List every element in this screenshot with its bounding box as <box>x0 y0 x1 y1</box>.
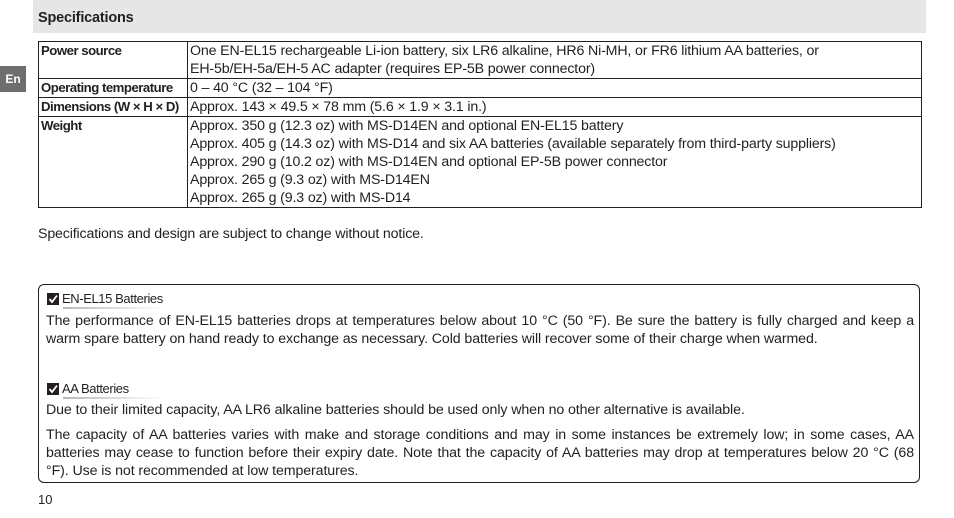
row-label: Power source <box>39 42 188 79</box>
value-line: Approx. 290 g (10.2 oz) with MS-D14EN and optional EP-5B power connector <box>190 154 668 170</box>
note-heading-label: EN-EL15 Batteries <box>62 291 163 306</box>
section-header <box>33 0 926 33</box>
heading-underline <box>63 397 163 399</box>
page-title: Specifications <box>38 10 134 26</box>
table-row <box>39 42 922 79</box>
checkmark-icon <box>47 383 59 395</box>
heading-underline <box>63 307 163 309</box>
note-text-en-el15: The performance of EN-EL15 batteries drops at temperatures below about 10 °C (50 °F). Be sure the battery is fully charged and keep a warm spare battery on hand ready to exchange as necessary. Cold batteries will recover some of their charge when warmed. <box>46 313 914 347</box>
value-line: Approx. 143 × 49.5 × 78 mm (5.6 × 1.9 × 3.1 in.) <box>190 99 487 115</box>
table-row <box>39 98 922 117</box>
table-row <box>39 79 922 98</box>
value-line: 0 – 40 °C (32 – 104 °F) <box>190 80 333 96</box>
row-value <box>188 117 922 208</box>
note-text-aa-capacity: Due to their limited capacity, AA LR6 alkaline batteries should be used only when no other alternative is available. <box>46 402 745 418</box>
checkmark-icon <box>47 293 59 305</box>
row-label: Dimensions (W × H × D) <box>39 98 188 117</box>
row-value <box>188 42 922 79</box>
note-heading-aa <box>47 381 129 396</box>
row-value <box>188 79 922 98</box>
value-line: Approx. 265 g (9.3 oz) with MS-D14EN <box>190 172 430 188</box>
battery-notes-box <box>38 284 920 483</box>
row-label: Weight <box>39 117 188 208</box>
specifications-table <box>38 41 922 208</box>
page-number: 10 <box>38 492 53 507</box>
language-tab: En <box>0 66 26 92</box>
value-line: Approx. 265 g (9.3 oz) with MS-D14 <box>190 190 411 206</box>
value-line: Approx. 405 g (14.3 oz) with MS-D14 and six AA batteries (available separately from third-party suppliers) <box>190 136 836 152</box>
row-value <box>188 98 922 117</box>
value-line: One EN-EL15 rechargeable Li-ion battery, six LR6 alkaline, HR6 Ni-MH, or FR6 lithium AA batteries, or <box>190 43 819 59</box>
row-label: Operating temperature <box>39 79 188 98</box>
note-heading-label: AA Batteries <box>62 381 129 396</box>
specifications-footnote: Specifications and design are subject to change without notice. <box>38 226 424 242</box>
value-line: Approx. 350 g (12.3 oz) with MS-D14EN and optional EN-EL15 battery <box>190 118 624 134</box>
value-line: EH-5b/EH-5a/EH-5 AC adapter (requires EP-5B power connector) <box>190 61 595 77</box>
table-row <box>39 117 922 208</box>
note-text-aa-variation: The capacity of AA batteries varies with make and storage conditions and may in some instances be extremely low; in some cases, AA batteries may cease to function before their expiry date. Note that the capacity of AA batteries may drop at temperatures below 20 °C (68 °F). Use is not recommended at low temperatures. <box>46 427 914 479</box>
note-heading-en-el15 <box>47 291 163 306</box>
